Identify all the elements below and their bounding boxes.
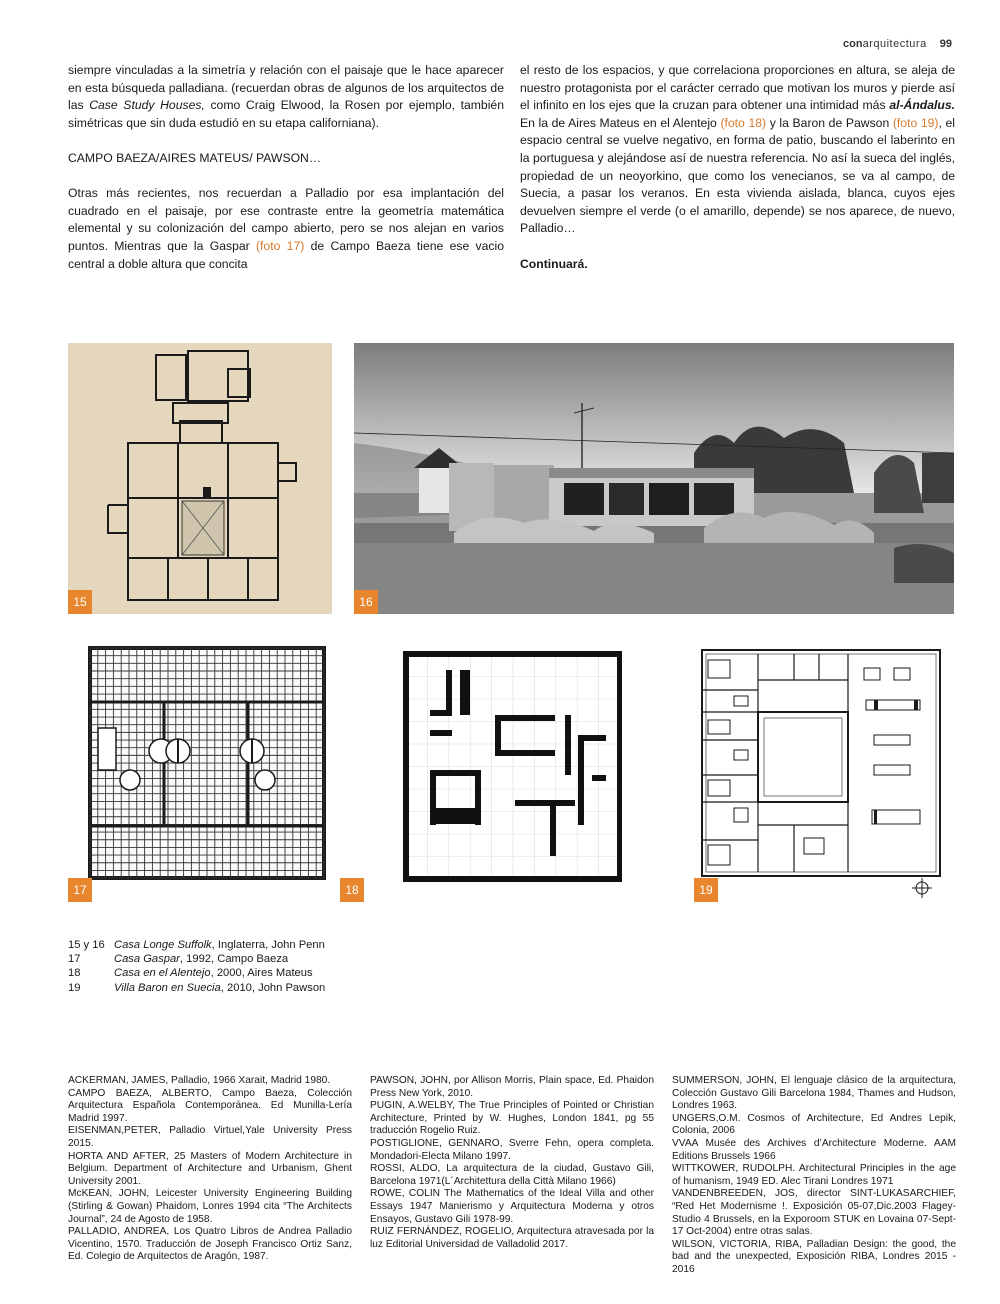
gaspar-plan-drawing [68, 640, 332, 902]
figure-number-badge: 17 [68, 878, 92, 902]
house-photo-illustration [354, 343, 954, 614]
page-number: 99 [939, 38, 952, 50]
bibliography-entry: HORTA AND AFTER, 25 Masters of Modern Architecture in Belgium. Department of Architecture and Urbanism, Ghent University 2001. [68, 1150, 352, 1187]
bibliography-entry: ACKERMAN, JAMES, Palladio, 1966 Xarait, Madrid 1980. [68, 1075, 331, 1086]
bibliography-entry: PUGIN, A.WELBY, The True Principles of Pointed or Christian Architecture, Printed by W. Hughes, London 1841, pg 55 traducción Rogelio Ruiz. [370, 1100, 654, 1137]
bibliography-entry: POSTIGLIONE, GENNARO, Sverre Fehn, opera completa. Mondadori-Electa Milano 1997. [370, 1137, 654, 1162]
paragraph: el resto de los espacios, y que correlaciona proporciones en altura, se aleja de nuestro protagonista por el carácter cerrado que motivan los muros y pierde así el infinito en los ejes que la cruzan para obtener una intimidad más al-Ándalus. En la de Aires Mateus en el Alentejo (foto 18) y la Baron de Pawson (foto 19), el espacio central se vuelve negativo, en forma de patio, buscando el laberinto en la portuguesa y alejándose así de nuestra referencia. No así la sueca del inglés, propiedad de un neoyorkino, que como los venecianos, se va al campo, de Suecia, a pasar los veranos. En esta vivienda aislada, blanca, cuyos ejes devuelven siempre el verde (o el amarillo, depende) se nos aparece, de nuevo, Palladio… [520, 63, 955, 236]
figure-19-courtyard-plan [694, 640, 954, 902]
caption-row: 15 y 16 Casa Longe Suffolk, Inglaterra, John Penn [68, 939, 325, 951]
bibliography-column-1 [68, 1075, 352, 1264]
magazine-brand-arquitectura: arquitectura [862, 38, 927, 50]
bibliography-entry: CAMPO BAEZA, ALBERTO, Campo Baeza, Colección Arquitectura Española Contemporánea. Ed Munilla-Lería Madrid 1997. [68, 1087, 352, 1124]
bibliography-column-3 [672, 1075, 956, 1277]
bibliography-entry: McKEAN, JOHN, Leicester University Engineering Building (Stirling & Gowan) Phaidom, Lonres 1994 cita “The Architects Journal”, 24 de Agosto de 1958. [68, 1188, 352, 1225]
closing-text: Continuará. [520, 256, 588, 271]
bibliography-entry: ROWE, COLIN The Mathematics of the Ideal Villa and other Essays 1947 Manierismo y Arquitectura Moderna y otros Ensayos, Gustavo Gili 1978-99. [370, 1188, 654, 1225]
caption-row: 19 Villa Baron en Suecia, 2010, John Pawson [68, 981, 326, 994]
figure-17-grid-plan [68, 640, 332, 902]
bibliography-entry: WILSON, VICTORIA, RIBA, Palladian Design: the good, the bad and the unexpected, Exposición RIBA, Londres 2015 - 2016 [672, 1238, 956, 1275]
bibliography-entry: UNGERS,O.M. Cosmos of Architecture, Ed Andres Lepik, Colonia, 2006 [672, 1112, 956, 1137]
photo-reference-link: (foto 19) [892, 115, 939, 130]
bibliography-entry: SUMMERSON, JOHN, El lenguaje clásico de la arquitectura, Colección Gustavo Gili Barcelona 1984, Thames and Hudson, Londres 1963. [672, 1075, 956, 1112]
figure-number-badge: 15 [68, 590, 92, 614]
body-column-left [68, 62, 504, 273]
floor-plan-drawing [68, 343, 332, 614]
bibliography-entry: VANDENBREEDEN, JOS, director SINT-LUKASARCHIEF, “Red Het Modernisme !. Exposición 05-07,Dic.2003 Flagey-Studio 4 Brussels, en la Exporoom STUK en Lovaina 07-Sept-17 Oct-2004) entre otras salas. [672, 1188, 956, 1238]
paragraph: Otras más recientes, nos recuerdan a Palladio por esa implantación del cuadrado en el paisaje, por ese contraste entre la geometría matemática elemental y su colonización del campo abierto, pero se nos alejan en varios puntos. Mientras que la Gaspar (foto 17) de Campo Baeza tiene ese vacio central a doble altura que concita [68, 186, 505, 271]
bibliography-entry: RUIZ FERNÁNDEZ, ROGELIO, Arquitectura atravesada por la luz Editorial Universidad de Valladolid 2017. [370, 1226, 654, 1250]
alentejo-plan-drawing [340, 640, 622, 902]
paragraph: siempre vinculadas a la simetría y relación con el paisaje que le hace aparecer en esta búsqueda palladiana. (recuerdan obras de algunos de los arquitectos de las Case Study Houses, como Craig Elwood, la Rosen por ejemplo, también simétricas que sin duda estudió en su etapa californiana). [68, 63, 504, 130]
figure-16-house-photo [354, 343, 954, 614]
bibliography-entry: EISENMAN,PETER, Palladio Virtuel,Yale University Press 2015. [68, 1125, 352, 1149]
section-heading: CAMPO BAEZA/AIRES MATEUS/ PAWSON… [68, 150, 322, 165]
running-header [843, 38, 952, 50]
photo-reference-link: (foto 18) [720, 115, 767, 130]
photo-reference-link: (foto 17) [255, 238, 305, 253]
figure-captions [68, 938, 325, 995]
bibliography-entry: PALLADIO, ANDREA, Los Quatro Libros de Andrea Palladio Vicentino, 1570. Traducción de Joseph Francisco Ortiz Sanz, Ed. Colegio de Arquitectos de Aragón, 1987. [68, 1226, 352, 1263]
figure-number-badge: 18 [340, 878, 364, 902]
figure-15-floor-plan [68, 343, 332, 614]
body-column-right [520, 62, 955, 273]
bibliography-column-2 [370, 1075, 654, 1251]
figure-18-labyrinth-plan [340, 640, 622, 902]
baron-villa-plan-drawing [694, 640, 954, 902]
figure-number-badge: 19 [694, 878, 718, 902]
figure-number-badge: 16 [354, 590, 378, 614]
bibliography-entry: VVAA Musée des Archives d’Architecture Moderne. AAM Editions Brussels 1966 [672, 1137, 956, 1162]
bibliography-entry: ROSSI, ALDO, La arquitectura de la ciudad, Gustavo Gili, Barcelona 1971(L´Architettura della Città Milano 1966) [370, 1163, 654, 1187]
bibliography-entry: WITTKOWER, RUDOLPH. Architectural Principles in the age of humanism, 1949 ED. Alec Tirani Londres 1971 [672, 1163, 956, 1187]
magazine-brand-con: con [843, 38, 863, 50]
caption-row: 17 Casa Gaspar, 1992, Campo Baeza [68, 953, 289, 966]
caption-row: 18 Casa en el Alentejo, 2000, Aires Mateus [68, 967, 313, 980]
bibliography-entry: PAWSON, JOHN, por Allison Morris, Plain space, Ed. Phaidon Press New York, 2010. [370, 1075, 654, 1099]
